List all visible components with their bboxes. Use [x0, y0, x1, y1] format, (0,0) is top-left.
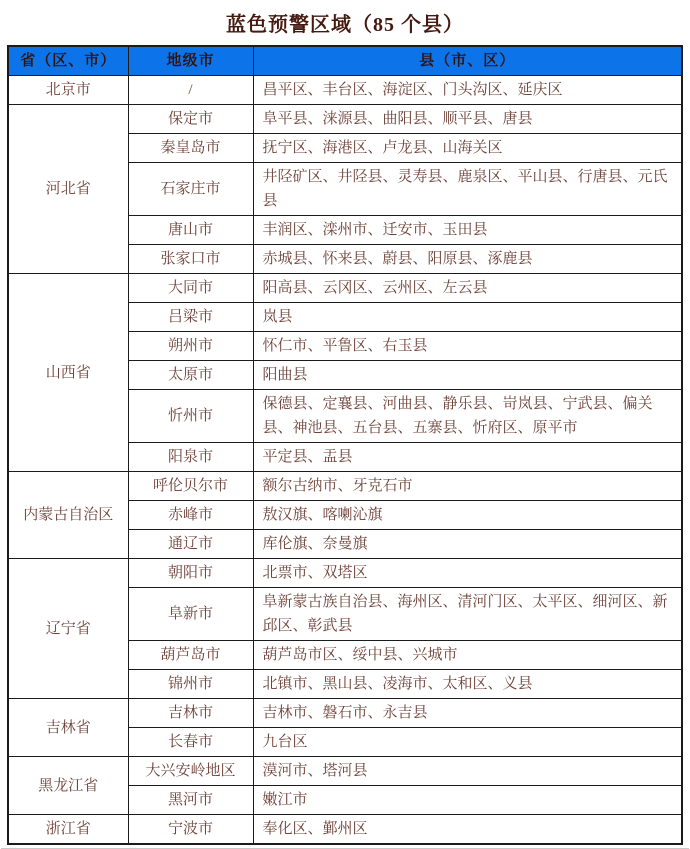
province-cell: 浙江省	[8, 815, 128, 845]
counties-cell: 北票市、双塔区	[253, 559, 682, 588]
counties-cell: 九台区	[253, 728, 682, 757]
column-header-city: 地级市	[128, 46, 253, 76]
city-cell: 朔州市	[128, 332, 253, 361]
counties-cell: 阜新蒙古族自治县、海州区、清河门区、太平区、细河区、新邱区、彰武县	[253, 588, 682, 641]
city-cell: 阜新市	[128, 588, 253, 641]
column-header-province: 省（区、市）	[8, 46, 128, 76]
counties-cell: 阳高县、云冈区、云州区、左云县	[253, 274, 682, 303]
counties-cell: 井陉矿区、井陉县、灵寿县、鹿泉区、平山县、行唐县、元氏县	[253, 163, 682, 216]
table-row	[8, 472, 682, 501]
province-cell: 河北省	[8, 105, 128, 274]
counties-cell: 吉林市、磐石市、永吉县	[253, 699, 682, 728]
table-row	[8, 815, 682, 845]
city-cell: 通辽市	[128, 530, 253, 559]
city-cell: 长春市	[128, 728, 253, 757]
city-cell: 锦州市	[128, 670, 253, 699]
city-cell: 吉林市	[128, 699, 253, 728]
table-row	[8, 559, 682, 588]
counties-cell: 敖汉旗、喀喇沁旗	[253, 501, 682, 530]
city-cell: 朝阳市	[128, 559, 253, 588]
blue-warning-table	[7, 45, 683, 845]
counties-cell: 嫩江市	[253, 786, 682, 815]
counties-cell: 漠河市、塔河县	[253, 757, 682, 786]
counties-cell: 葫芦岛市区、绥中县、兴城市	[253, 641, 682, 670]
page-title: 蓝色预警区域（85 个县）	[226, 14, 464, 36]
table-row	[8, 76, 682, 105]
city-cell: 石家庄市	[128, 163, 253, 216]
province-cell: 内蒙古自治区	[8, 472, 128, 559]
city-cell: 保定市	[128, 105, 253, 134]
city-cell: 太原市	[128, 361, 253, 390]
counties-cell: 阳曲县	[253, 361, 682, 390]
counties-cell: 赤城县、怀来县、蔚县、阳原县、涿鹿县	[253, 245, 682, 274]
city-cell: 大同市	[128, 274, 253, 303]
counties-cell: 岚县	[253, 303, 682, 332]
table-row	[8, 699, 682, 728]
city-cell: 吕梁市	[128, 303, 253, 332]
counties-cell: 丰润区、滦州市、迁安市、玉田县	[253, 216, 682, 245]
table-body	[8, 76, 682, 845]
counties-cell: 北镇市、黑山县、凌海市、太和区、义县	[253, 670, 682, 699]
counties-cell: 抚宁区、海港区、卢龙县、山海关区	[253, 134, 682, 163]
counties-cell: 库伦旗、奈曼旗	[253, 530, 682, 559]
city-cell: 黑河市	[128, 786, 253, 815]
city-cell: 秦皇岛市	[128, 134, 253, 163]
city-cell: 阳泉市	[128, 443, 253, 472]
province-cell: 北京市	[8, 76, 128, 105]
table-row	[8, 757, 682, 786]
table-row	[8, 274, 682, 303]
province-cell: 黑龙江省	[8, 757, 128, 815]
column-header-counties: 县（市、区）	[253, 46, 682, 76]
province-cell: 吉林省	[8, 699, 128, 757]
province-cell: 辽宁省	[8, 559, 128, 699]
city-cell: /	[128, 76, 253, 105]
counties-cell: 额尔古纳市、牙克石市	[253, 472, 682, 501]
city-cell: 张家口市	[128, 245, 253, 274]
counties-cell: 阜平县、涞源县、曲阳县、顺平县、唐县	[253, 105, 682, 134]
city-cell: 葫芦岛市	[128, 641, 253, 670]
city-cell: 唐山市	[128, 216, 253, 245]
city-cell: 忻州市	[128, 390, 253, 443]
counties-cell: 昌平区、丰台区、海淀区、门头沟区、延庆区	[253, 76, 682, 105]
city-cell: 宁波市	[128, 815, 253, 845]
province-cell: 山西省	[8, 274, 128, 472]
counties-cell: 奉化区、鄞州区	[253, 815, 682, 845]
city-cell: 呼伦贝尔市	[128, 472, 253, 501]
city-cell: 赤峰市	[128, 501, 253, 530]
counties-cell: 怀仁市、平鲁区、右玉县	[253, 332, 682, 361]
table-row	[8, 105, 682, 134]
counties-cell: 平定县、盂县	[253, 443, 682, 472]
table-header-row	[8, 46, 682, 76]
counties-cell: 保德县、定襄县、河曲县、静乐县、岢岚县、宁武县、偏关县、神池县、五台县、五寨县、忻府区、原平市	[253, 390, 682, 443]
city-cell: 大兴安岭地区	[128, 757, 253, 786]
